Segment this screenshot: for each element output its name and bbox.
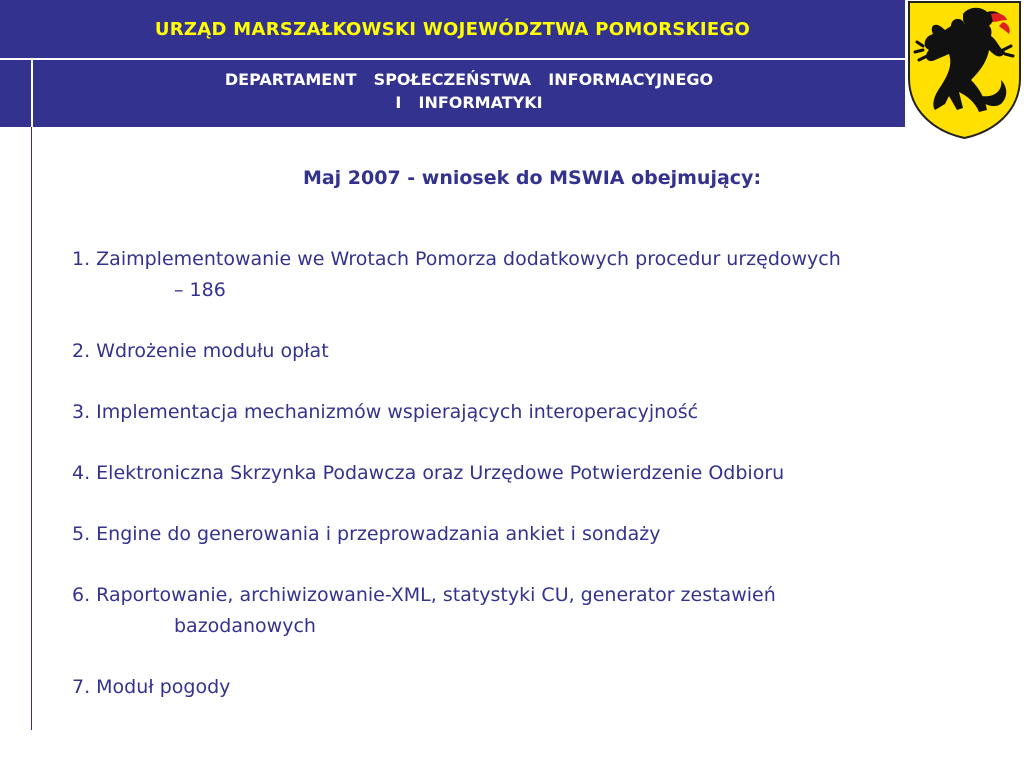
list-item-continuation: – 186 xyxy=(174,279,226,301)
header-department-bar xyxy=(0,60,905,127)
list-item xyxy=(72,244,1002,306)
proposal-items-list xyxy=(72,244,1002,733)
griffin-coat-of-arms-icon xyxy=(905,0,1024,140)
list-item-text: 7. Moduł pogody xyxy=(72,676,231,698)
list-item xyxy=(72,519,1002,550)
header-title-bar xyxy=(0,0,905,58)
list-item-text: 4. Elektroniczna Skrzynka Podawcza oraz Urzędowe Potwierdzenie Odbioru xyxy=(72,462,785,484)
list-item xyxy=(72,672,1002,703)
list-item-text: 6. Raportowanie, archiwizowanie-XML, statystyki CU, generator zestawień xyxy=(72,584,776,606)
office-title: URZĄD MARSZAŁKOWSKI WOJEWÓDZTWA POMORSKIEGO xyxy=(154,18,751,40)
list-item-text: 3. Implementacja mechanizmów wspierających interoperacyjność xyxy=(72,401,699,423)
list-item xyxy=(72,458,1002,489)
left-margin-rule xyxy=(31,127,32,730)
list-item-continuation: bazodanowych xyxy=(174,615,316,637)
list-item-text: 1. Zaimplementowanie we Wrotach Pomorza dodatkowych procedur urzędowych xyxy=(72,248,841,270)
list-item-text: 5. Engine do generowania i przeprowadzania ankiet i sondaży xyxy=(72,523,661,545)
content-heading: Maj 2007 - wniosek do MSWIA obejmujący: xyxy=(302,167,762,189)
department-title xyxy=(33,68,905,114)
department-title-line1: DEPARTAMENT SPOŁECZEŃSTWA INFORMACYJNEGO xyxy=(224,70,714,89)
list-item xyxy=(72,397,1002,428)
department-title-line2: I INFORMATYKI xyxy=(395,93,543,112)
list-item xyxy=(72,336,1002,367)
list-item-text: 2. Wdrożenie modułu opłat xyxy=(72,340,329,362)
list-item xyxy=(72,580,1002,642)
